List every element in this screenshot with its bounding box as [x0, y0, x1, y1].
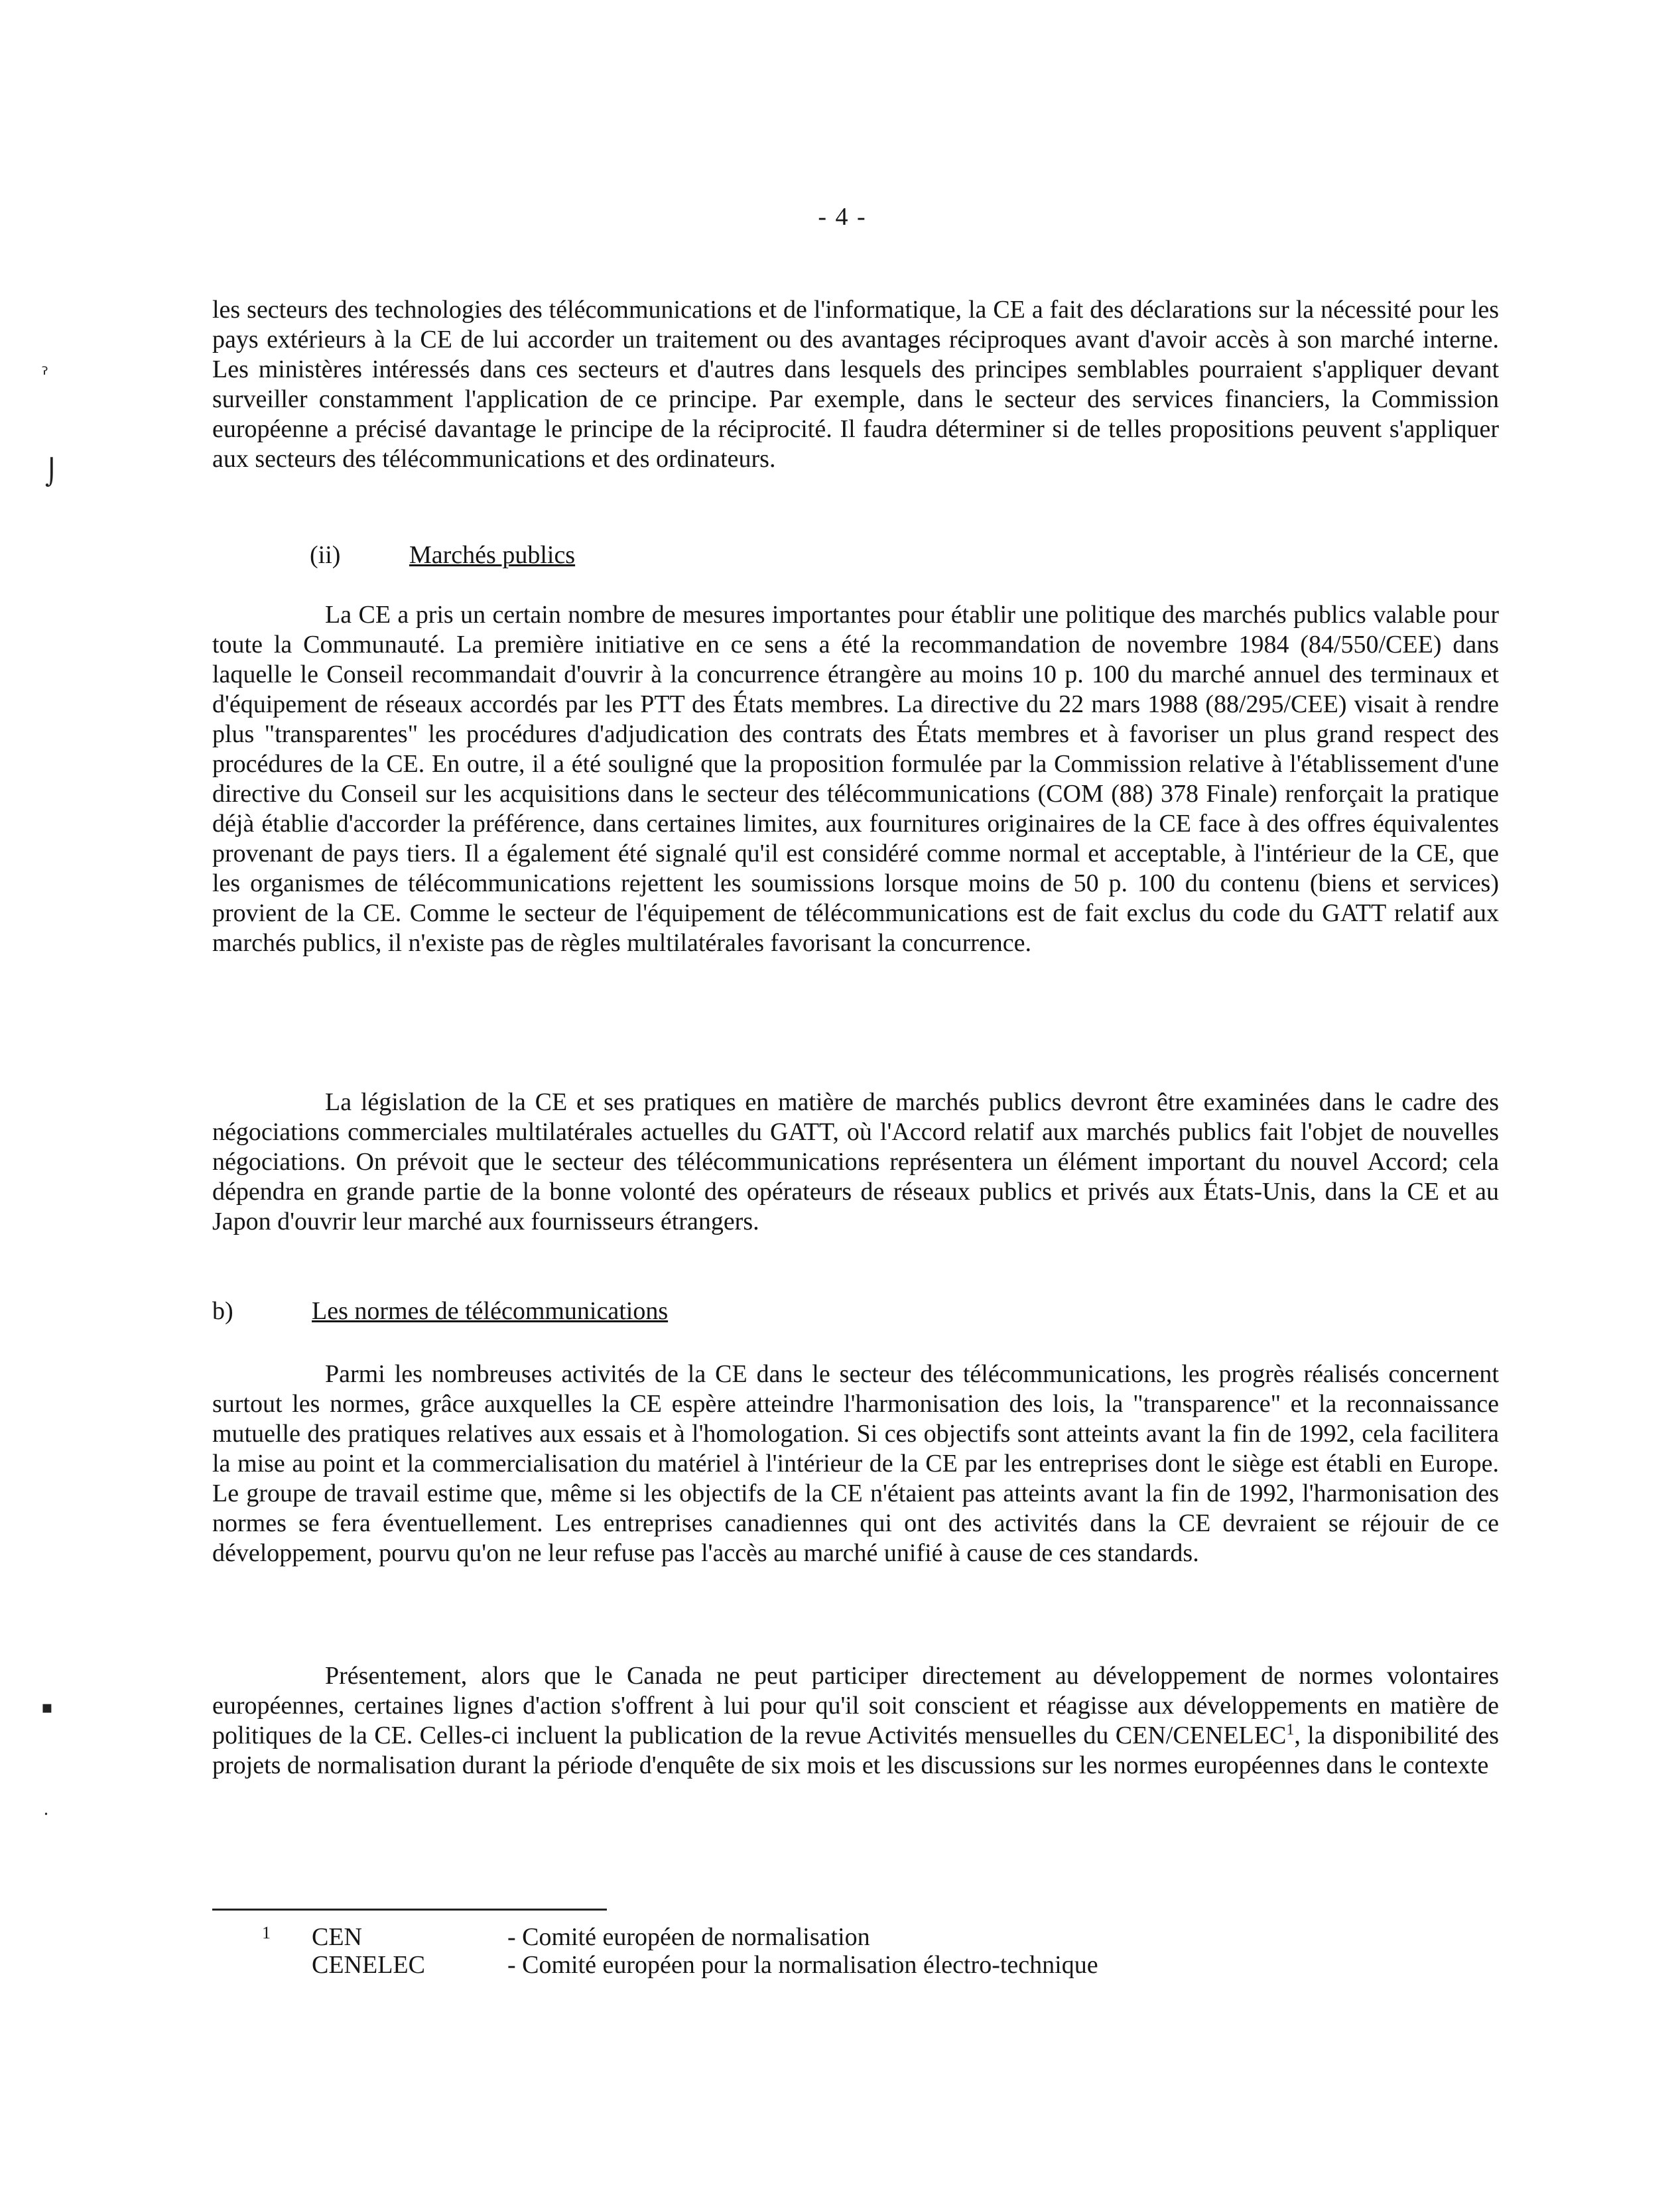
footnote-definition: - Comité européen pour la normalisation électro-technique: [507, 1951, 1098, 1979]
paragraph-canada-participation: [212, 1661, 1499, 1781]
footnote-row: [262, 1923, 1389, 1951]
footnote-abbreviation: CEN: [312, 1923, 362, 1951]
paragraph-gatt-negotiations: [212, 1088, 1499, 1237]
paragraph-text: Parmi les nombreuses activités de la CE dans le secteur des télécommunications, les progrès réalisés concernent surtout les normes, grâce auxquelles la CE espère atteindre l'harmonisation des lois, la "transparence" et la reconnaissance mutuelle des pratiques relatives aux essais et à l'homologation. Si ces objectifs sont atteints avant la fin de 1992, cela facilitera la mise au point et la commercialisation du matériel à l'intérieur de la CE par les entreprises dont le siège est établi en Europe. Le groupe de travail estime que, même si les objectifs de la CE n'étaient pas atteints avant la fin de 1992, l'harmonisation des normes se fera éventuellement. Les entreprises canadiennes qui ont des activités dans la CE devraient se réjouir de ce développement, pourvu qu'on ne leur refuse pas l'accès au marché unifié à cause de ces standards.: [212, 1360, 1499, 1567]
paragraph-text-part: , la disponibilité des projets de normalisation durant la période d'enquête de six mois et les discussions sur les normes européennes dans le contexte: [212, 1722, 1499, 1779]
footnote-separator: [212, 1909, 607, 1911]
heading-title: Marchés publics: [409, 541, 576, 569]
footnote-mark: 1: [262, 1923, 271, 1942]
footnote-definition: - Comité européen de normalisation: [507, 1923, 870, 1951]
paragraph-text: La législation de la CE et ses pratiques en matière de marchés publics devront être examinées dans le cadre des négociations commerciales multilatérales actuelles du GATT, où l'Accord relatif aux marchés publics fait l'objet de nouvelles négociations. On prévoit que le secteur des télécommunications représentera un élément important du nouvel Accord; cela dépendra en grande partie de la bonne volonté des opérateurs de réseaux publics et privés aux États-Unis, dans la CE et au Japon d'ouvrir leur marché aux fournisseurs étrangers.: [212, 1088, 1499, 1235]
paragraph-procurement-measures: [212, 600, 1499, 958]
footnote-abbreviation: CENELEC: [312, 1951, 425, 1979]
page-number: - 4 -: [818, 203, 867, 231]
paragraph-standards: [212, 1359, 1499, 1568]
heading-number: (ii): [310, 541, 341, 569]
scan-speck: ▪: [41, 1698, 53, 1718]
scan-speck: ˀ: [41, 363, 49, 387]
paragraph-text: [212, 1661, 1499, 1781]
heading-normes: [212, 1296, 668, 1326]
footnote: [262, 1923, 1389, 1979]
paragraph-text: La CE a pris un certain nombre de mesures importantes pour établir une politique des marchés publics valable pour toute la Communauté. La première initiative en ce sens a été la recommandation de novembre 1984 (84/550/CEE) dans laquelle le Conseil recommandait d'ouvrir à la concurrence étrangère au moins 10 p. 100 du marché annuel des terminaux et d'équipement de réseaux accordés par les PTT des États membres. La directive du 22 mars 1988 (88/295/CEE) visait à rendre plus "transparentes" les procédures d'adjudication des contrats des États membres et à favoriser un plus grand respect des procédures de la CE. En outre, il a été souligné que la proposition formulée par la Commission relative à l'établissement d'une directive du Conseil sur les acquisitions dans le secteur des télécommunications (COM (88) 378 Finale) renforçait la pratique déjà établie d'accorder la préférence, dans certaines limites, aux fournitures originaires de la CE face à des offres équivalentes provenant de pays tiers. Il a également été signalé qu'il est considéré comme normal et acceptable, à l'intérieur de la CE, que les organismes de télécommunications rejettent les soumissions lorsque moins de 50 p. 100 du contenu (biens et services) provient de la CE. Comme le secteur de l'équipement de télécommunications est de fait exclus du code du GATT relatif aux marchés publics, il n'existe pas de règles multilatérales favorisant la concurrence.: [212, 601, 1499, 957]
heading-number: b): [212, 1297, 233, 1325]
scan-speck: ⌡: [45, 458, 58, 487]
paragraph-text-part: Présentement, alors que le Canada ne peut participer directement au développement de normes volontaires européennes, certaines lignes d'action s'offrent à lui pour qu'il soit conscient et réagisse aux développements en matière de politiques de la CE. Celles-ci incluent la publication de la revue Activités mensuelles du CEN/CENELEC: [212, 1662, 1499, 1749]
paragraph-reciprocity: [212, 295, 1499, 474]
heading-marches-publics: [310, 540, 575, 570]
scan-speck: ⸳: [44, 1802, 48, 1822]
footnote-mark-spacer: [262, 1951, 312, 1979]
footnote-reference: 1: [1286, 1721, 1295, 1739]
paragraph-text: les secteurs des technologies des télécommunications et de l'informatique, la CE a fait des déclarations sur la nécessité pour les pays extérieurs à la CE de lui accorder un traitement ou des avantages réciproques avant d'avoir accès à son marché interne. Les ministères intéressés dans ces secteurs et d'autres dans lesquels des principes semblables pourraient s'appliquer devant surveiller constamment l'application de ce principe. Par exemple, dans le secteur des services financiers, la Commission européenne a précisé davantage le principe de la réciprocité. Il faudra déterminer si de telles propositions peuvent s'appliquer aux secteurs des télécommunications et des ordinateurs.: [212, 296, 1499, 473]
footnote-row: [262, 1951, 1389, 1979]
heading-title: Les normes de télécommunications: [312, 1297, 669, 1325]
